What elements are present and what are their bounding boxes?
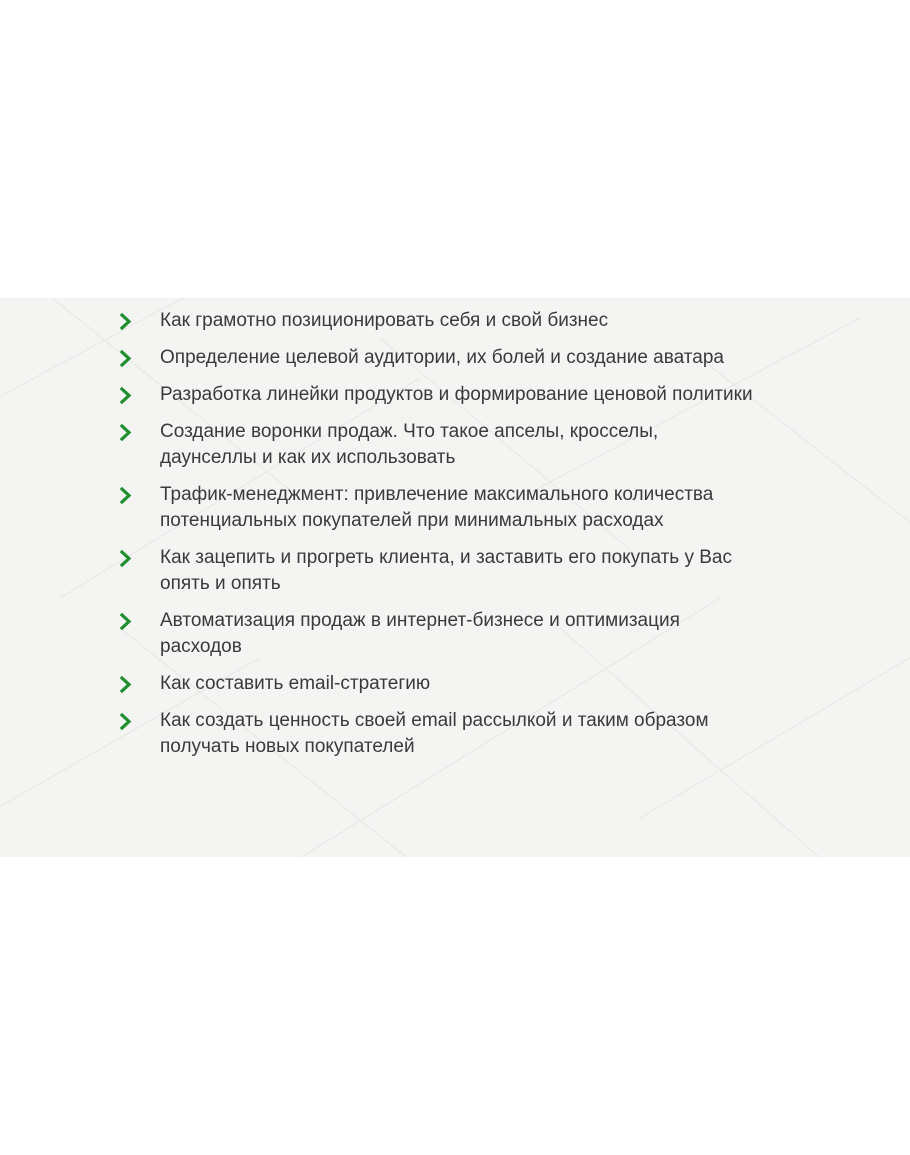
- feature-list: [0, 308, 910, 771]
- chevron-right-icon: [119, 550, 133, 567]
- list-item: [0, 419, 760, 471]
- chevron-right-icon: [119, 487, 133, 504]
- list-item: [0, 608, 760, 660]
- list-item: [0, 545, 760, 597]
- feature-text: Как грамотно позиционировать себя и свой бизнес: [160, 310, 609, 331]
- list-item: [0, 345, 760, 371]
- list-item: [0, 382, 760, 408]
- feature-text: Разработка линейки продуктов и формирование ценовой политики: [160, 384, 753, 405]
- feature-text: Автоматизация продаж в интернет-бизнесе и оптимизация расходов: [160, 610, 680, 657]
- list-item: [0, 308, 760, 334]
- feature-text: Создание воронки продаж. Что такое апселы, кросселы, даунселлы и как их использовать: [160, 421, 659, 468]
- chevron-right-icon: [119, 676, 133, 693]
- feature-text: Как составить email-стратегию: [160, 673, 431, 694]
- list-item: [0, 671, 760, 697]
- list-item: [0, 708, 760, 760]
- list-item: [0, 482, 760, 534]
- chevron-right-icon: [119, 313, 133, 330]
- feature-text: Как создать ценность своей email рассылкой и таким образом получать новых покупателей: [160, 710, 709, 757]
- chevron-right-icon: [119, 613, 133, 630]
- feature-text: Определение целевой аудитории, их болей и создание аватара: [160, 347, 724, 368]
- feature-panel: [0, 298, 910, 857]
- chevron-right-icon: [119, 387, 133, 404]
- feature-text: Трафик-менеджмент: привлечение максимального количества потенциальных покупателей при минимальных расходах: [160, 484, 714, 531]
- feature-text: Как зацепить и прогреть клиента, и заставить его покупать у Вас опять и опять: [160, 547, 733, 594]
- chevron-right-icon: [119, 350, 133, 367]
- chevron-right-icon: [119, 713, 133, 730]
- chevron-right-icon: [119, 424, 133, 441]
